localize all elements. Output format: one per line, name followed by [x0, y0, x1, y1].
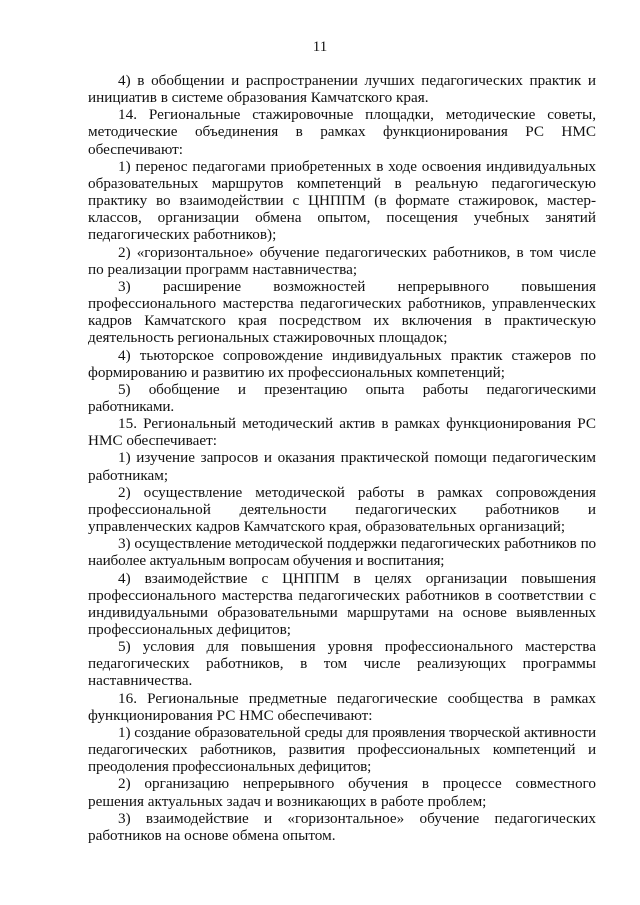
paragraph-section-16-item-1: 1) создание образовательной среды для проявления творческой активности педагогических работников, развития профессиональных компетенций и преодоления профессиональных дефицитов; — [88, 723, 596, 776]
paragraph-section-14-item-5: 5) обобщение и презентацию опыта работы педагогическими работниками. — [88, 380, 596, 415]
paragraph-section-14-heading: 14. Региональные стажировочные площадки, методические советы, методические объединения в рамках функционирования РС НМС обеспечивают: — [88, 106, 596, 158]
page-number: 11 — [312, 39, 328, 55]
paragraph-section-15-item-2: 2) осуществление методической работы в рамках сопровождения профессиональной деятельности педагогических работников и управленческих кадров Камчатского края, образовательных организаций; — [88, 483, 596, 536]
paragraph-section-15-item-5: 5) условия для повышения уровня профессионального мастерства педагогических работников, в том числе реализующих программы наставничества. — [88, 638, 596, 690]
paragraph-section-14-item-4: 4) тьюторское сопровождение индивидуальных практик стажеров по формированию и развитию их профессиональных компетенций; — [88, 346, 596, 381]
paragraph-section-14-item-2: 2) «горизонтальное» обучение педагогических работников, в том числе по реализации программ наставничества; — [88, 243, 596, 278]
paragraph-section-15-heading: 15. Региональный методический актив в рамках функционирования РС НМС обеспечивает: — [88, 415, 596, 450]
paragraph-section-14-item-1: 1) перенос педагогами приобретенных в ходе освоения индивидуальных образовательных маршрутов компетенций в реальную педагогическую практику во взаимодействии с ЦНППМ (в формате стажировок, мастер-классов, организации обмена опытом, посещения учебных занятий педагогических работников); — [88, 157, 596, 244]
paragraph-section-15-item-1: 1) изучение запросов и оказания практической помощи педагогическим работникам; — [88, 449, 596, 484]
paragraph-section-15-item-3: 3) осуществление методической поддержки педагогических работников по наиболее актуальным вопросам обучения и воспитания; — [88, 535, 596, 570]
paragraph-section-15-item-4: 4) взаимодействие с ЦНППМ в целях организации повышения профессионального мастерства педагогических работников в соответствии с индивидуальными образовательными маршрутами на основе выявленных профессиональных дефицитов; — [88, 569, 596, 638]
paragraph-section-16-item-2: 2) организацию непрерывного обучения в процессе совместного решения актуальных задач и возникающих в работе проблем; — [88, 775, 596, 810]
paragraph-section-16-item-3: 3) взаимодействие и «горизонтальное» обучение педагогических работников на основе обмена опытом. — [88, 809, 596, 844]
paragraph-section-14-item-3: 3) расширение возможностей непрерывного повышения профессионального мастерства педагогических работников, управленческих кадров Камчатского края посредством их включения в практическую деятельность региональных стажировочных площадок; — [88, 277, 596, 347]
paragraph-section-16-heading: 16. Региональные предметные педагогические сообщества в рамках функционирования РС НМС обеспечивают: — [88, 689, 596, 724]
paragraph-item-4-dissemination: 4) в обобщении и распространении лучших педагогических практик и инициатив в системе образования Камчатского края. — [88, 72, 596, 107]
document-body — [88, 72, 596, 844]
